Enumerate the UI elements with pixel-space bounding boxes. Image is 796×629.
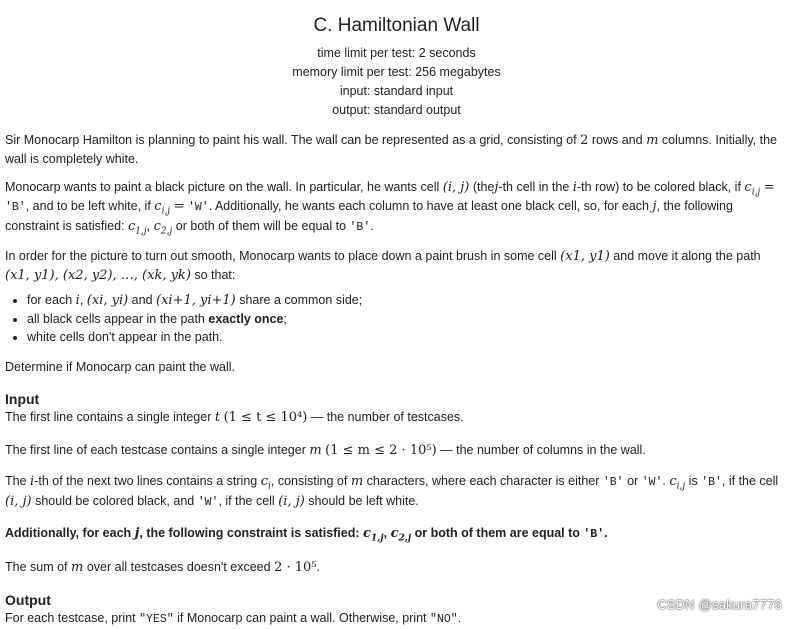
time-limit: time limit per test: 2 seconds <box>317 46 476 60</box>
list-item: • for each i, (xi, yi) and (xi+1, yi+1) share a common side; <box>27 291 788 310</box>
problem-header <box>5 14 788 120</box>
problem-statement <box>5 131 788 376</box>
input-line-1: The first line contains a single integer t (1 ≤ t ≤ 10⁴) — the number of testcases. <box>5 410 464 425</box>
output-source: output: standard output <box>332 103 461 117</box>
path-conditions-list <box>5 291 788 346</box>
csdn-watermark: CSDN @sakura7776 <box>657 597 782 612</box>
problem-title: C. Hamiltonian Wall <box>313 15 480 36</box>
statement-paragraph-4: Determine if Monocarp can paint the wall. <box>5 360 235 374</box>
list-item: • white cells don't appear in the path. <box>27 328 788 346</box>
input-source: input: standard input <box>339 84 454 98</box>
input-line-5: The sum of m over all testcases doesn't exceed 2 · 10⁵. <box>5 560 320 575</box>
statement-paragraph-1: Sir Monocarp Hamilton is planning to paint his wall. The wall can be represented as a grid, consisting of 2 rows and m columns. Initially, the wall is completely white. <box>5 133 777 166</box>
memory-limit: memory limit per test: 256 megabytes <box>292 65 501 79</box>
output-line-1: For each testcase, print "YES" if Monocarp can paint a wall. Otherwise, print "NO". <box>5 611 462 626</box>
statement-paragraph-3: In order for the picture to turn out smooth, Monocarp wants to place down a paint brush in some cell (x1, y1) and move it along the path (x1, y1), (x2, y2), …, (xk, yk) so that: <box>5 249 761 283</box>
input-section <box>5 390 788 577</box>
output-heading: Output <box>5 592 51 608</box>
input-heading: Input <box>5 391 40 407</box>
input-line-2: The first line of each testcase contains a single integer m (1 ≤ m ≤ 2 · 10⁵) — the number of columns in the wall. <box>5 443 646 458</box>
problem-page <box>5 0 788 629</box>
list-item: • all black cells appear in the path exactly once; <box>27 310 788 328</box>
input-line-4: Additionally, for each j, the following constraint is satisfied: $c_{1,j}$, $c_{2,j}$ or both of them are equal to 'B'. <box>5 526 608 544</box>
input-line-3: The i-th of the next two lines contains a string $c_i$, consisting of m characters, where each character is either 'B' or 'W'. $c_{i,j}$ is 'B', if the cell (i, j) should be colored black, and 'W', if the cell (i, j) should be left white. <box>5 474 779 509</box>
statement-paragraph-2: Monocarp wants to paint a black picture on the wall. In particular, he wants cell (i, j) (thej-th cell in the i-th row) to be colored black, if $c_{i,j}$ = 'B', and to be left white, if $c_{i,j}$ = 'W'. Additionally, he wants each column to have at least one black cell, so, for each j, the following constraint is satisfied: $c_{1,j}$, $c_{2,j}$ or both of them will be equal to 'B'. <box>5 180 775 237</box>
